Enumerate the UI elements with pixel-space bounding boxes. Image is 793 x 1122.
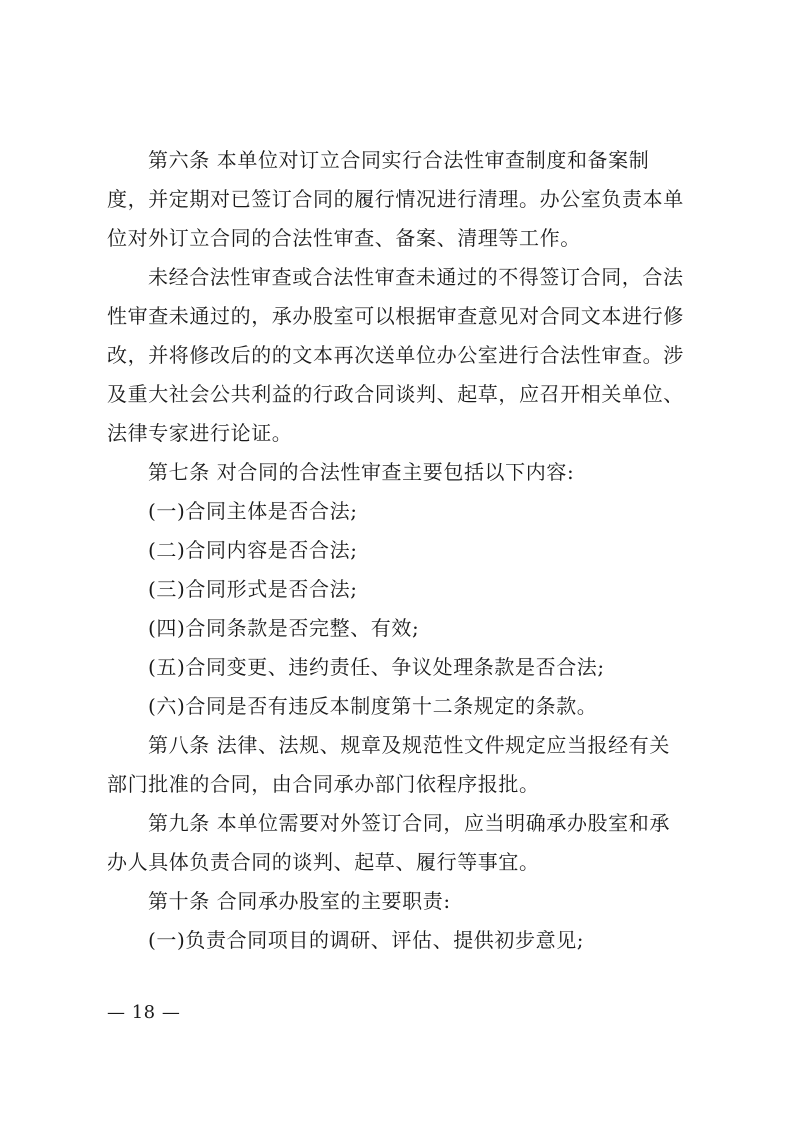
list-item-duty-1: (一)负责合同项目的调研、评估、提供初步意见; [148,928,585,952]
review-paragraph-line-5: 法律专家进行论证。 [107,421,293,445]
article-6-line-3: 位对外订立合同的合法性审查、备案、清理等工作。 [107,226,581,250]
article-6-line-1: 第六条 本单位对订立合同实行合法性审查制度和备案制 [148,148,650,172]
article-9-line-2: 办人具体负责合同的谈判、起草、履行等事宜。 [107,850,540,874]
review-paragraph-line-4: 及重大社会公共利益的行政合同谈判、起草，应召开相关单位、 [107,382,684,406]
list-item-4: (四)合同条款是否完整、有效; [148,616,420,640]
article-9-line-1: 第九条 本单位需要对外签订合同，应当明确承办股室和承 [148,811,670,835]
review-paragraph-line-2: 性审查未通过的，承办股室可以根据审查意见对合同文本进行修 [107,304,684,328]
article-6-line-2: 度，并定期对已签订合同的履行情况进行清理。办公室负责本单 [107,187,684,211]
review-paragraph-line-1: 未经合法性审查或合法性审查未通过的不得签订合同，合法 [148,265,684,289]
article-8-line-1: 第八条 法律、法规、规章及规范性文件规定应当报经有关 [148,733,670,757]
list-item-3: (三)合同形式是否合法; [148,577,358,601]
page-number: — 18 — [107,1002,181,1023]
article-10-line: 第十条 合同承办股室的主要职责: [148,889,451,913]
list-item-6: (六)合同是否有违反本制度第十二条规定的条款。 [148,694,598,718]
list-item-1: (一)合同主体是否合法; [148,499,358,523]
list-item-5: (五)合同变更、违约责任、争议处理条款是否合法; [148,655,605,679]
article-8-line-2: 部门批准的合同，由合同承办部门依程序报批。 [107,772,540,796]
list-item-2: (二)合同内容是否合法; [148,538,358,562]
article-7-line: 第七条 对合同的合法性审查主要包括以下内容: [148,460,575,484]
review-paragraph-line-3: 改，并将修改后的的文本再次送单位办公室进行合法性审查。涉 [107,343,684,367]
